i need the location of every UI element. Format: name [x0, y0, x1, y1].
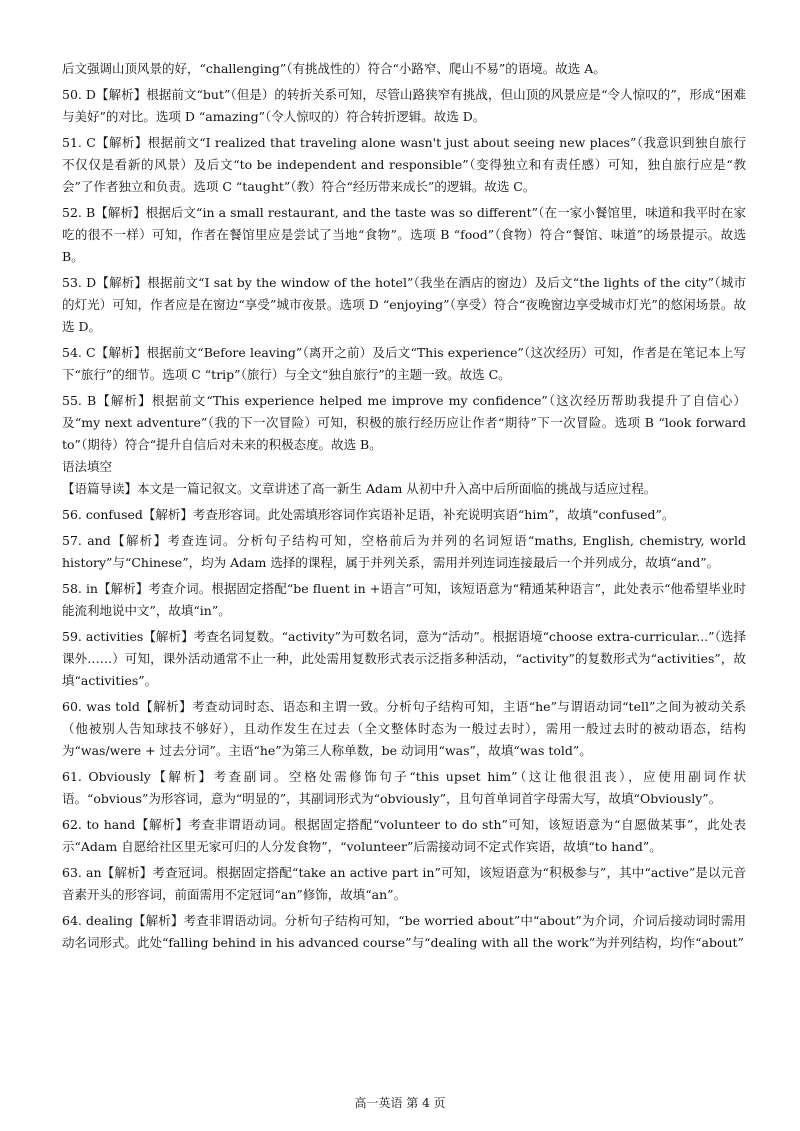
passage-guide: 【语篇导读】本文是一篇记叙文。文章讲述了高一新生 Adam 从初中升入高中后所面临的挑战与适应过程。 — [62, 481, 657, 496]
paragraph-57: 57. and【解析】考查连词。分析句子结构可知，空格前后为并列的名词短语“maths, English, chemistry, world history”与“Chinese”，均为 Adam 选择的课程，属于并列关系，需用并列连词连接最后一个并列成分，故填“and”。 — [62, 533, 746, 570]
paragraph-60: 60. was told【解析】考查动词时态、语态和主谓一致。分析句子结构可知，主语“he”与谓语动词“tell”之间为被动关系（他被别人告知球技不够好），且动作发生在过去（全文整体时态为一般过去时），需用一般过去时的被动语态，结构为“was/were + 过去分词”。主语“he”为第三人称单数，be 动词用“was”，故填“was told”。 — [62, 699, 746, 758]
paragraph-59: 59. activities【解析】考查名词复数。“activity”为可数名词，意为“活动”。根据语境“choose extra-curricular...”（选择课外……）可知，课外活动通常不止一种，此处需用复数形式表示泛指多种活动，“activity”的复数形式为“activities”，故填“activities”。 — [62, 629, 746, 688]
section-heading: 语法填空 — [62, 459, 113, 474]
paragraph-52: 52. B【解析】根据后文“in a small restaurant, and the taste was so different”（在一家小餐馆里，味道和我平时在家吃的很不一样）可知，作者在餐馆里应是尝试了当地“食物”。选项 B “food”（食物）符合“餐馆、味道”的场景提示。故选 B。 — [62, 205, 746, 264]
paragraph-55: 55. B【解析】根据前文“This experience helped me improve my confidence”（这次经历帮助我提升了自信心）及“my next adventure”（我的下一次冒险）可知，积极的旅行经历应让作者“期待”下一次冒险。选项 B “look forward to”（期待）符合“提升自信后对未来的积极态度。故选 B。 — [62, 393, 746, 452]
paragraph-58: 58. in【解析】考查介词。根据固定搭配“be fluent in +语言”可知，该短语意为“精通某种语言”，此处表示“他希望毕业时能流利地说中文”，故填“in”。 — [62, 581, 746, 618]
paragraph-62: 62. to hand【解析】考查非谓语动词。根据固定搭配“volunteer to do sth”可知，该短语意为“自愿做某事”，此处表示“Adam 自愿给社区里无家可归的人分发食物”，“volunteer”后需接动词不定式作宾语，故填“to hand”。 — [62, 817, 746, 854]
page-footer: 高一英语 第 4 页 — [354, 1096, 446, 1110]
answer-explanations — [62, 58, 746, 954]
paragraph-63: 63. an【解析】考查冠词。根据固定搭配“take an active part in”可知，该短语意为“积极参与”，其中“active”是以元音音素开头的形容词，前面需用不定冠词“an”修饰，故填“an”。 — [62, 865, 746, 902]
paragraph-49-cont: 后文强调山顶风景的好，“challenging”（有挑战性的）符合“小路窄、爬山不易”的语境。故选 A。 — [62, 61, 606, 76]
paragraph-54: 54. C【解析】根据前文“Before leaving”（离开之前）及后文“This experience”（这次经历）可知，作者是在笔记本上写下“旅行”的细节。选项 C “trip”（旅行）与全文“独自旅行”的主题一致。故选 C。 — [62, 345, 746, 382]
paragraph-50: 50. D【解析】根据前文“but”（但是）的转折关系可知，尽管山路狭窄有挑战，但山顶的风景应是“令人惊叹的”，形成“困难与美好”的对比。选项 D “amazing”（令人惊叹的）符合转折逻辑。故选 D。 — [62, 87, 746, 124]
paragraph-51: 51. C【解析】根据前文“I realized that traveling alone wasn't just about seeing new places”（我意识到独自旅行不仅仅是看新的风景）及后文“to be independent and responsible”（变得独立和有责任感）可知，独自旅行应是“教会”了作者独立和负责。选项 C “taught”（教）符合“经历带来成长”的逻辑。故选 C。 — [62, 135, 746, 194]
paragraph-61: 61. Obviously【解析】考查副词。空格处需修饰句子“this upset him”（这让他很沮丧），应使用副词作状语。“obvious”为形容词，意为“明显的”，其副词形式为“obviously”，且句首单词首字母需大写，故填“Obviously”。 — [62, 769, 746, 806]
paragraph-64: 64. dealing【解析】考查非谓语动词。分析句子结构可知，“be worried about”中“about”为介词，介词后接动词时需用动名词形式。此处“falling behind in his advanced course”与“dealing with all the work”为并列结构，均作“about” — [62, 913, 746, 950]
paragraph-56: 56. confused【解析】考查形容词。此处需填形容词作宾语补足语，补充说明宾语“him”，故填“confused”。 — [62, 507, 675, 522]
paragraph-53: 53. D【解析】根据前文“I sat by the window of the hotel”（我坐在酒店的窗边）及后文“the lights of the city”（城市的灯光）可知，作者应是在窗边“享受”城市夜景。选项 D “enjoying”（享受）符合“夜晚窗边享受城市灯光”的悠闲场景。故选 D。 — [62, 275, 746, 334]
